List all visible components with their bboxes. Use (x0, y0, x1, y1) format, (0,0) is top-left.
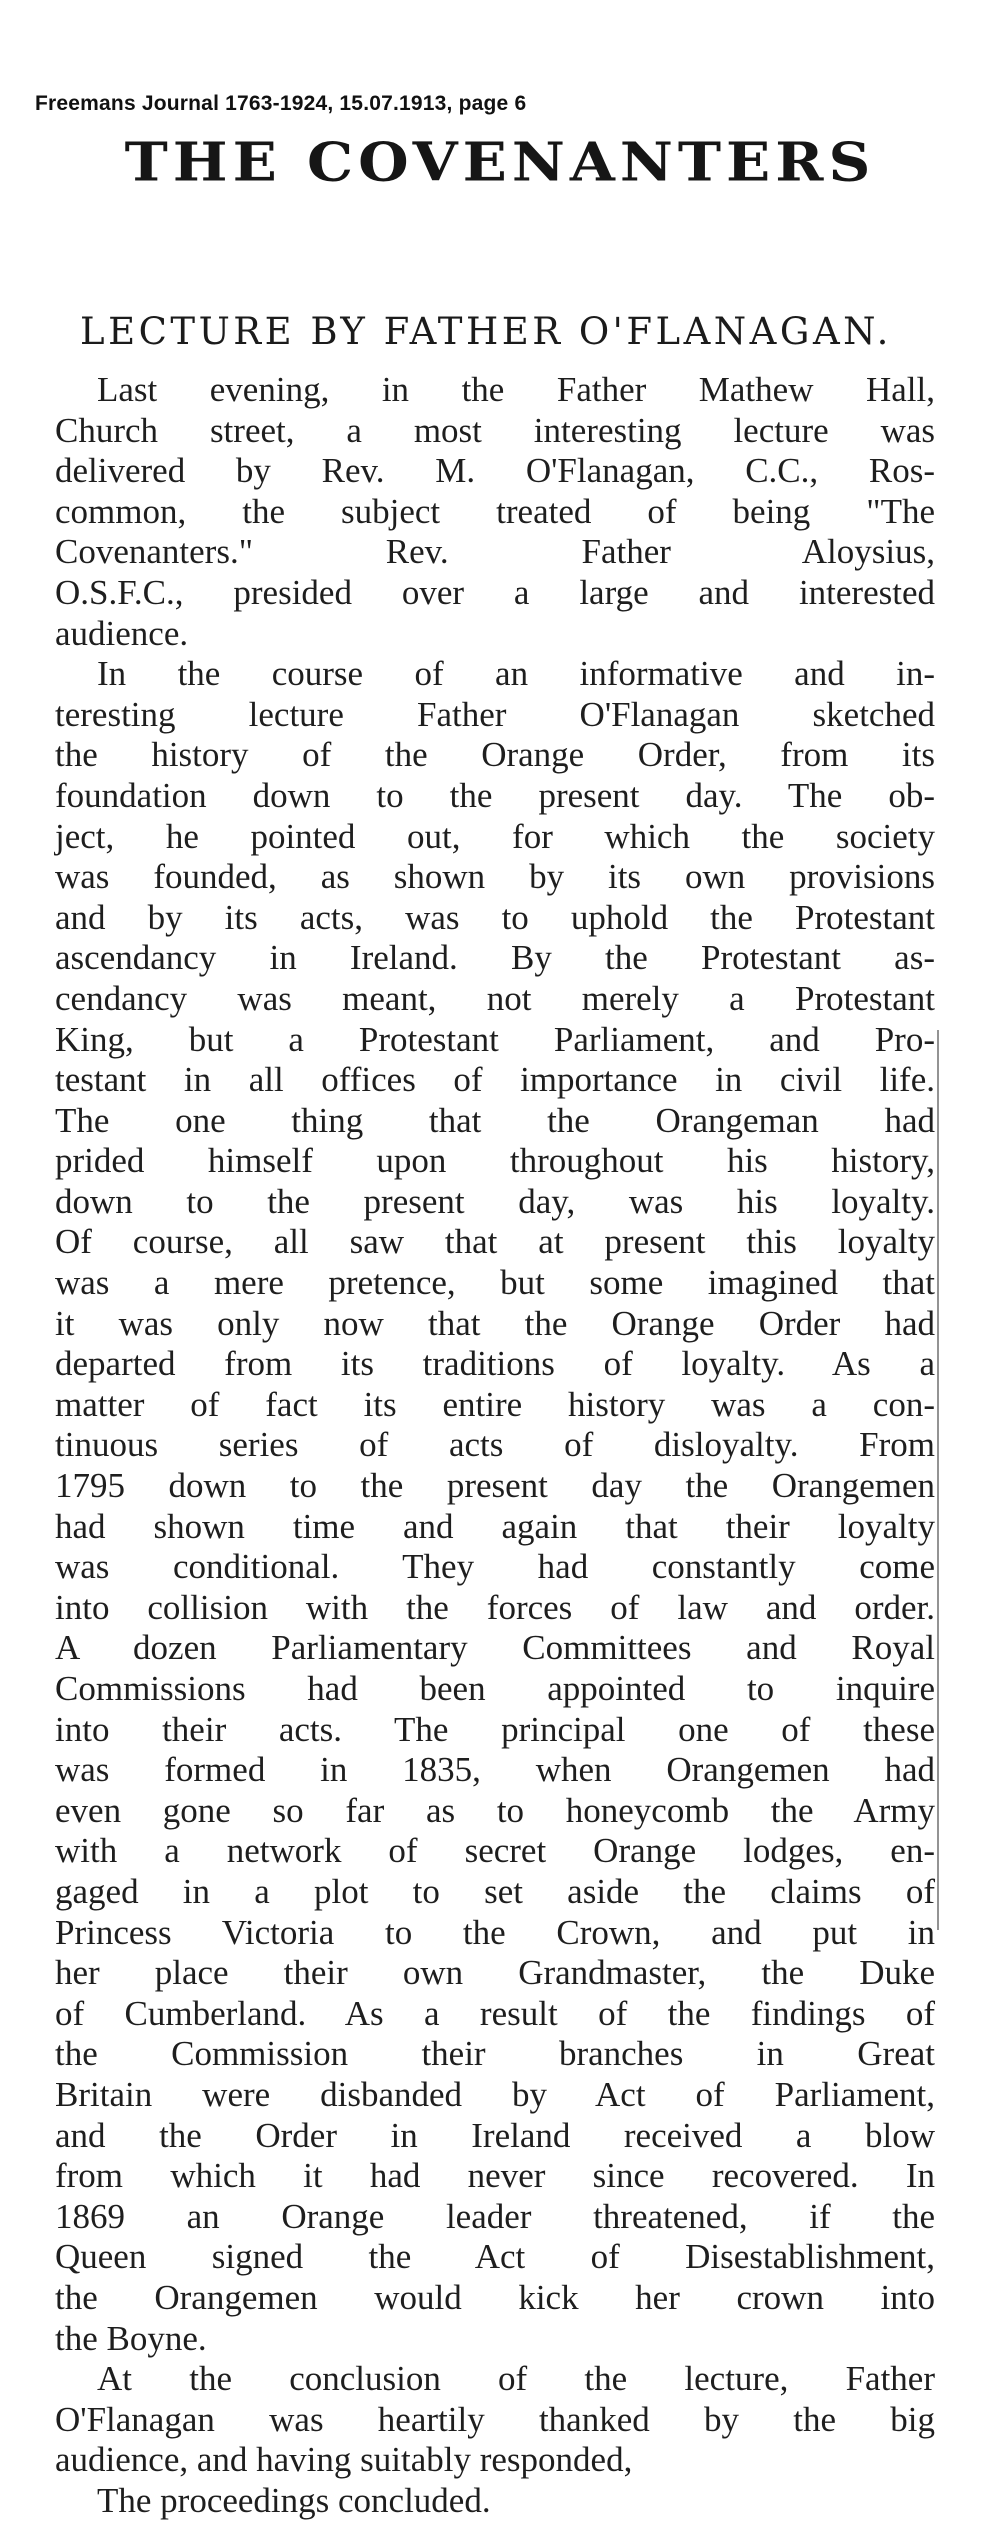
article-body (55, 370, 935, 2521)
article-line: At the conclusion of the lecture, Father (97, 2359, 935, 2399)
column-rule (937, 1030, 939, 1930)
article-line: Church street, a most interesting lecture was (55, 410, 935, 450)
article-line: The proceedings concluded. (97, 2480, 491, 2520)
article-line: Covenanters." Rev. Father Aloysius, (55, 532, 935, 572)
article-line: prided himself upon throughout his history, (55, 1141, 935, 1181)
article-line: O.S.F.C., presided over a large and interested (55, 572, 935, 612)
article-line: The one thing that the Orangeman had (55, 1100, 935, 1140)
article-line: into collision with the forces of law and order. (55, 1587, 935, 1627)
article-line: it was only now that the Orange Order had (55, 1303, 935, 1343)
article-line: audience. (55, 613, 189, 653)
article-line: ascendancy in Ireland. By the Protestant as- (55, 938, 935, 978)
article-line: had shown time and again that their loyalty (55, 1506, 935, 1546)
article-line: 1795 down to the present day the Orangemen (55, 1466, 935, 1506)
article-line: foundation down to the present day. The ob- (55, 775, 935, 815)
article-line: 1869 an Orange leader threatened, if the (55, 2196, 935, 2236)
article-line: tinuous series of acts of disloyalty. From (55, 1425, 935, 1465)
article-line: into their acts. The principal one of these (55, 1709, 935, 1749)
article-line: Britain were disbanded by Act of Parliament, (55, 2074, 935, 2114)
article-line: with a network of secret Orange lodges, en- (55, 1831, 935, 1871)
article-line: Of course, all saw that at present this loyalty (55, 1222, 935, 1262)
article-line: her place their own Grandmaster, the Duke (55, 1953, 935, 1993)
subheadline: LECTURE BY FATHER O'FLANAGAN. (80, 310, 892, 353)
article-line: of Cumberland. As a result of the findings of (55, 1993, 935, 2033)
article-line: and the Order in Ireland received a blow (55, 2115, 935, 2155)
source-caption: Freemans Journal 1763-1924, 15.07.1913, page 6 (35, 92, 527, 115)
article-line: Commissions had been appointed to inquire (55, 1669, 935, 1708)
article-line: In the course of an informative and in- (97, 654, 935, 694)
article-line: testant in all offices of importance in civil life. (55, 1060, 935, 1100)
article-line: King, but a Protestant Parliament, and Pro- (55, 1019, 935, 1059)
article-line: delivered by Rev. M. O'Flanagan, C.C., Ros- (55, 451, 935, 491)
article-line: audience, and having suitably responded, (55, 2440, 633, 2480)
article-line: was formed in 1835, when Orangemen had (55, 1750, 935, 1790)
article-line: was founded, as shown by its own provisions (55, 857, 935, 897)
article-line: Queen signed the Act of Disestablishment, (55, 2237, 935, 2277)
article-line: was conditional. They had constantly come (55, 1547, 935, 1587)
article-line: the Commission their branches in Great (55, 2034, 935, 2074)
article-line: the Boyne. (55, 2318, 207, 2358)
headline: THE COVENANTERS (124, 130, 876, 194)
article-line: was a mere pretence, but some imagined that (55, 1263, 935, 1303)
article-line: A dozen Parliamentary Committees and Royal (55, 1628, 935, 1668)
article-line: gaged in a plot to set aside the claims of (55, 1871, 935, 1911)
article-line: the history of the Orange Order, from its (55, 735, 935, 775)
article-line: common, the subject treated of being "The (55, 491, 935, 531)
article-line: matter of fact its entire history was a con- (55, 1384, 935, 1424)
article-line: O'Flanagan was heartily thanked by the big (55, 2399, 935, 2439)
article-line: cendancy was meant, not merely a Protestant (55, 978, 935, 1018)
article-line: departed from its traditions of loyalty. As a (55, 1344, 935, 1384)
article-line: and by its acts, was to uphold the Protestant (55, 897, 935, 937)
article-line: the Orangemen would kick her crown into (55, 2277, 935, 2317)
article-line: from which it had never since recovered. In (55, 2156, 935, 2196)
article-line: even gone so far as to honeycomb the Army (55, 1790, 935, 1830)
article-line: Last evening, in the Father Mathew Hall, (97, 370, 935, 409)
article-line: teresting lecture Father O'Flanagan sketched (55, 694, 935, 734)
article-line: down to the present day, was his loyalty. (55, 1181, 935, 1221)
article-line: ject, he pointed out, for which the society (55, 816, 935, 856)
article-line: Princess Victoria to the Crown, and put in (55, 1912, 935, 1952)
